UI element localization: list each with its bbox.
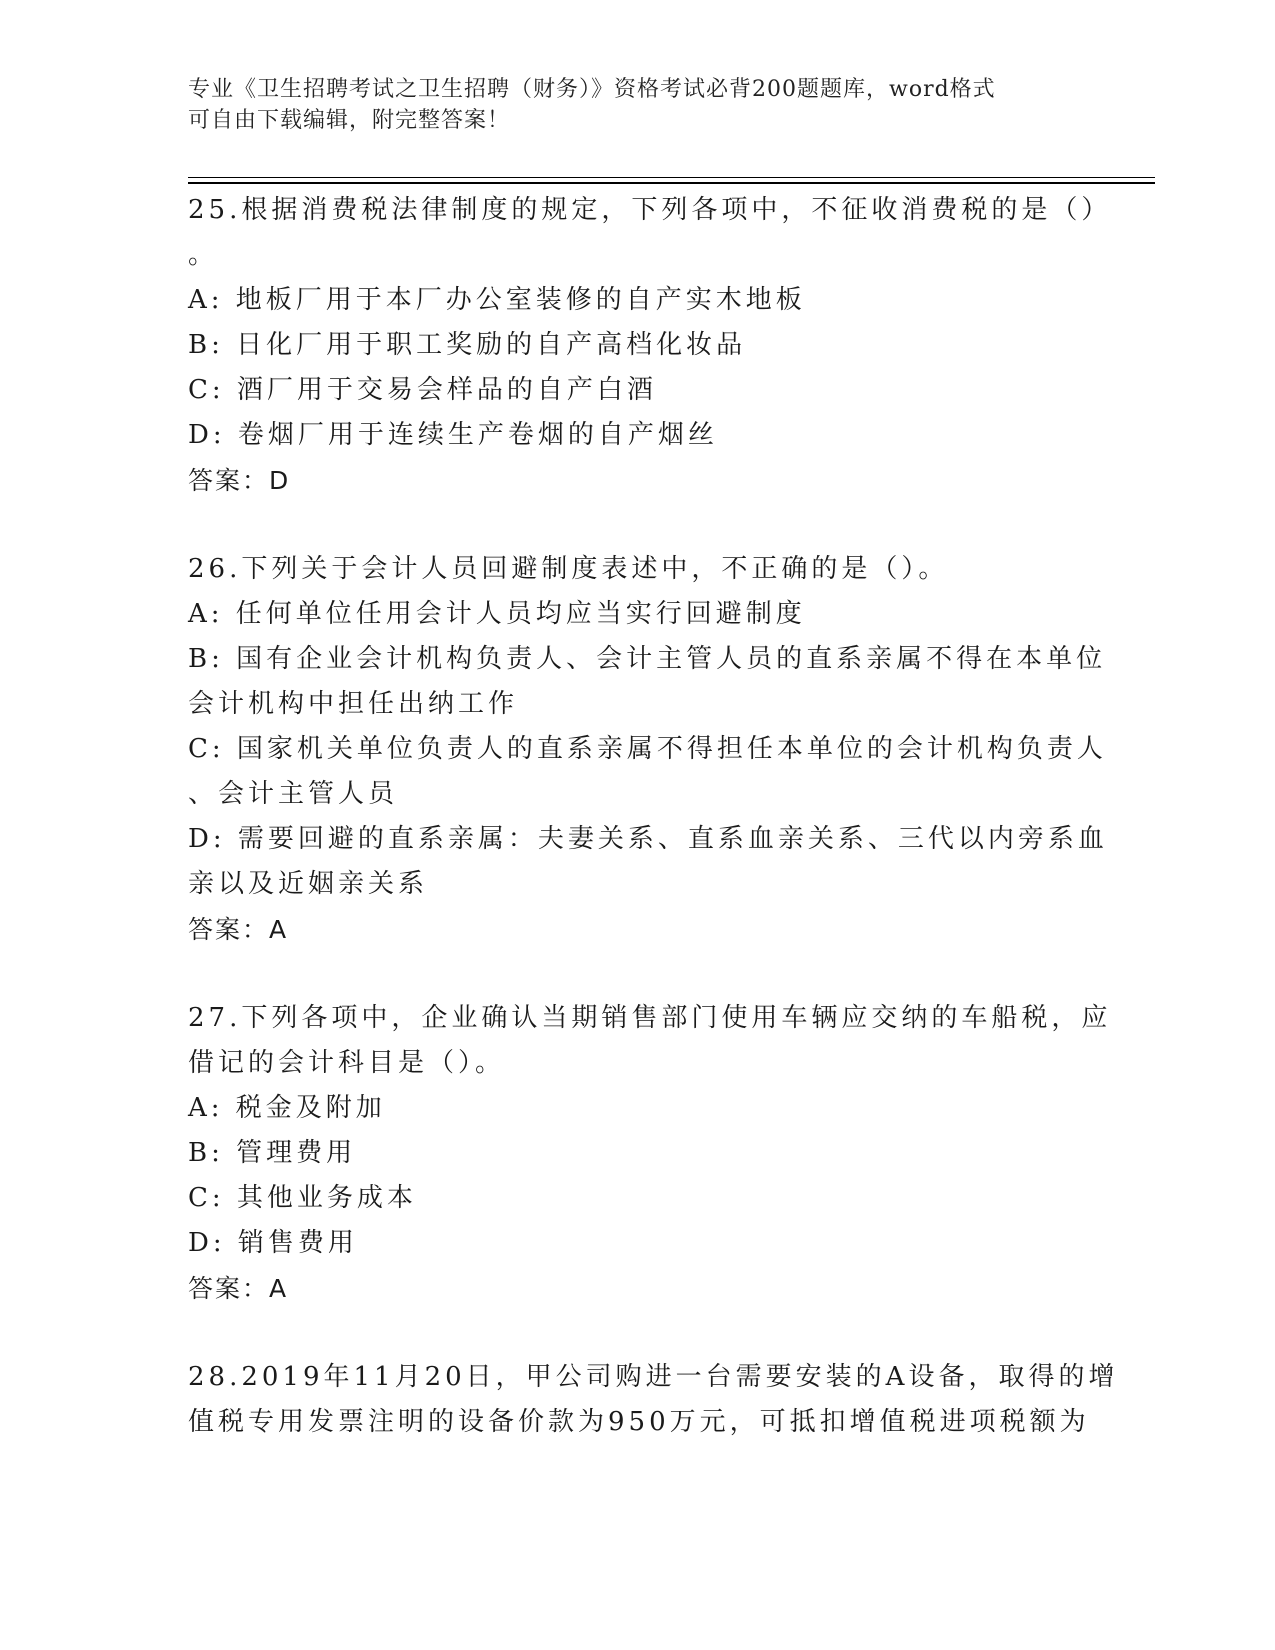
option-d: D: 销售费用 bbox=[188, 1228, 358, 1258]
question-28 bbox=[188, 1355, 1119, 1445]
answer-label: 答案：D bbox=[188, 466, 291, 495]
option-d-continued: 亲以及近姻亲关系 bbox=[188, 869, 429, 899]
option-b: B: 国有企业会计机构负责人、会计主管人员的直系亲属不得在本单位 bbox=[188, 644, 1107, 674]
question-27 bbox=[188, 996, 1112, 1311]
document-header bbox=[188, 74, 1068, 136]
question-text: 25.根据消费税法律制度的规定，下列各项中，不征收消费税的是（） bbox=[188, 195, 1112, 225]
answer-label: 答案：A bbox=[188, 1274, 289, 1303]
option-b: B: 管理费用 bbox=[188, 1138, 357, 1168]
question-25 bbox=[188, 188, 1112, 503]
option-d: D: 卷烟厂用于连续生产卷烟的自产烟丝 bbox=[188, 420, 718, 450]
option-c: C: 酒厂用于交易会样品的自产白酒 bbox=[188, 375, 657, 405]
question-text: 。 bbox=[188, 240, 219, 270]
option-c-continued: 、会计主管人员 bbox=[188, 779, 399, 809]
header-line: 专业《卫生招聘考试之卫生招聘（财务）》资格考试必背200题题库，word格式 bbox=[188, 77, 996, 102]
option-c: C: 国家机关单位负责人的直系亲属不得担任本单位的会计机构负责人 bbox=[188, 734, 1107, 764]
option-a: A: 税金及附加 bbox=[188, 1093, 386, 1123]
option-c: C: 其他业务成本 bbox=[188, 1183, 417, 1213]
option-d: D: 需要回避的直系亲属：夫妻关系、直系血亲关系、三代以内旁系血 bbox=[188, 824, 1108, 854]
question-text: 28.2019年11月20日，甲公司购进一台需要安装的A设备，取得的增 bbox=[188, 1362, 1119, 1392]
question-text-continued: 借记的会计科目是（）。 bbox=[188, 1048, 506, 1078]
header-divider bbox=[188, 177, 1155, 178]
question-text: 27.下列各项中，企业确认当期销售部门使用车辆应交纳的车船税，应 bbox=[188, 1003, 1112, 1033]
header-divider-thick bbox=[188, 182, 1155, 184]
option-a: A: 地板厂用于本厂办公室装修的自产实木地板 bbox=[188, 285, 806, 315]
answer-label: 答案：A bbox=[188, 915, 289, 944]
question-list bbox=[188, 188, 1119, 1445]
question-text-continued: 值税专用发票注明的设备价款为950万元，可抵扣增值税进项税额为 bbox=[188, 1407, 1090, 1437]
option-b: B: 日化厂用于职工奖励的自产高档化妆品 bbox=[188, 330, 747, 360]
option-a: A: 任何单位任用会计人员均应当实行回避制度 bbox=[188, 599, 806, 629]
header-line: 可自由下载编辑，附完整答案！ bbox=[188, 108, 511, 133]
question-text: 26.下列关于会计人员回避制度表述中，不正确的是（）。 bbox=[188, 554, 949, 584]
question-26 bbox=[188, 547, 1108, 952]
option-b-continued: 会计机构中担任出纳工作 bbox=[188, 689, 519, 719]
